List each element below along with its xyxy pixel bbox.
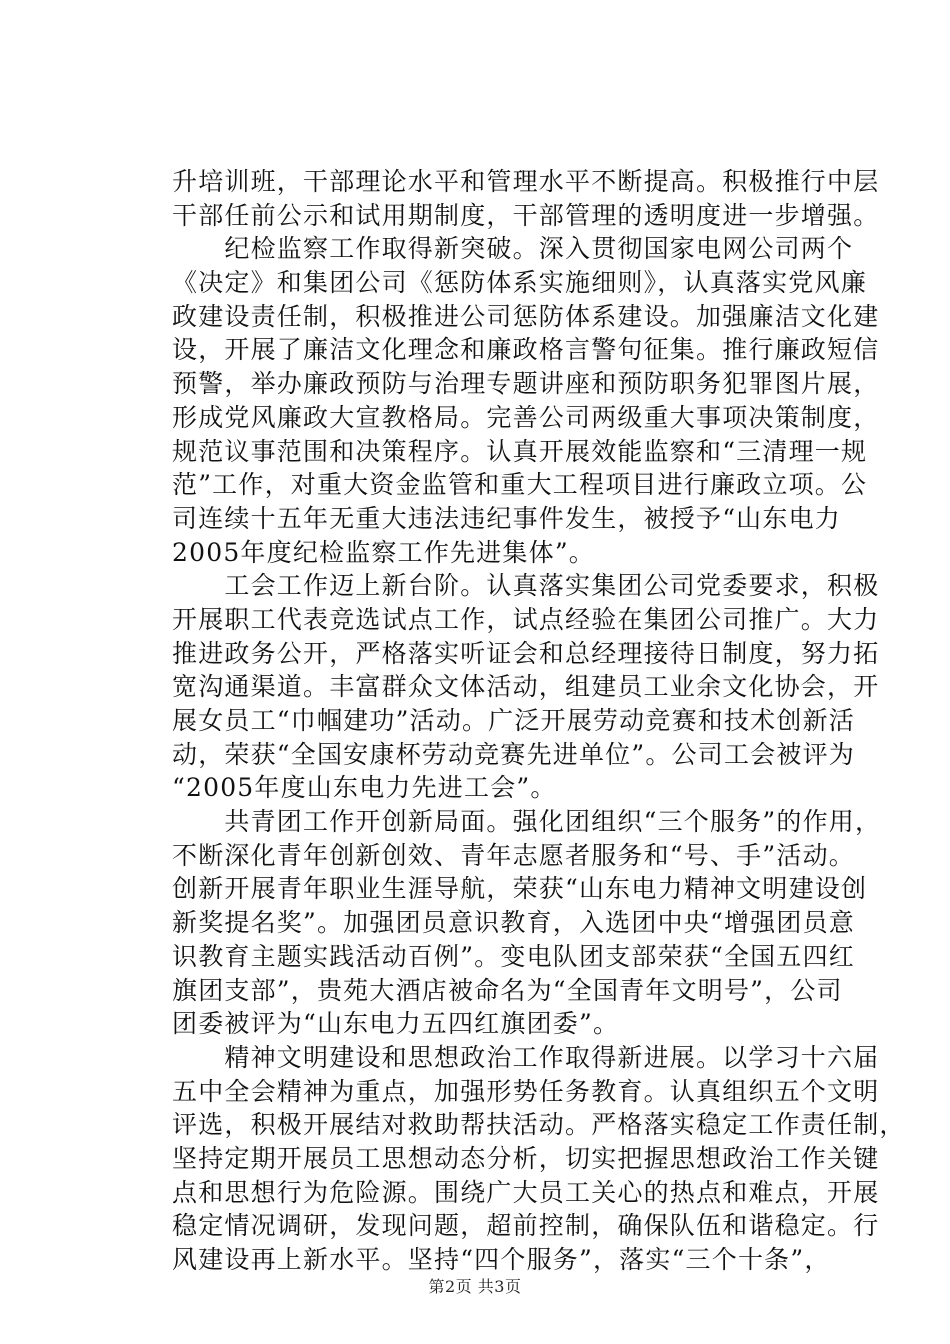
text-line: 宽沟通渠道。丰富群众文体活动，组建员工业余文化协会，开 [172, 672, 880, 702]
body-text [172, 165, 906, 1277]
text-line: 坚持定期开展员工思想动态分析，切实把握思想政治工作关键 [172, 1143, 880, 1173]
text-line: 预警，举办廉政预防与治理专题讲座和预防职务犯罪图片展， [172, 369, 880, 399]
text-line: 展女员工“巾帼建功”活动。广泛开展劳动竞赛和技术创新活 [172, 706, 855, 735]
text-line: 团委被评为“山东电力五四红旗团委”。 [172, 1009, 620, 1039]
text-line: 开展职工代表竞选试点工作，试点经验在集团公司推广。大力 [172, 604, 880, 634]
page-number-footer: 第2页 共3页 [428, 1277, 522, 1296]
text-line: 设，开展了廉洁文化理念和廉政格言警句征集。推行廉政短信 [172, 335, 880, 365]
text-line: 纪检监察工作取得新突破。深入贯彻国家电网公司两个 [172, 234, 854, 264]
text-line: 旗团支部”，贵苑大酒店被命名为“全国青年文明号”，公司 [172, 975, 843, 1005]
text-line: 司连续十五年无重大违法违纪事件发生，被授予“山东电力 [172, 503, 841, 533]
text-line: 规范议事范围和决策程序。认真开展效能监察和“三清理一规 [172, 436, 868, 466]
text-line: 精神文明建设和思想政治工作取得新进展。以学习十六届 [172, 1042, 880, 1072]
text-line: 工会工作迈上新台阶。认真落实集团公司党委要求，积极 [172, 571, 880, 601]
text-line: 升培训班，干部理论水平和管理水平不断提高。积极推行中层 [172, 167, 880, 196]
text-line: 共青团工作开创新局面。强化团组织“三个服务”的作用， [172, 807, 882, 837]
text-line: 政建设责任制，积极推进公司惩防体系建设。加强廉洁文化建 [172, 301, 880, 331]
text-line: 风建设再上新水平。坚持“四个服务”，落实“三个十条”， [172, 1245, 831, 1274]
text-line: 不断深化青年创新创效、青年志愿者服务和“号、手”活动。 [172, 840, 855, 870]
text-line: 点和思想行为危险源。围绕广大员工关心的热点和难点，开展 [172, 1177, 880, 1207]
text-line: 识教育主题实践活动百例”。变电队团支部荣获“全国五四红 [172, 941, 855, 971]
text-line: 评选，积极开展结对救助帮扶活动。严格落实稳定工作责任制， [172, 1110, 906, 1140]
text-line: 《决定》和集团公司《惩防体系实施细则》，认真落实党风廉 [172, 268, 867, 298]
text-line: 2005年度纪检监察工作先进集体”。 [172, 537, 596, 567]
text-line: 新奖提名奖”。加强团员意识教育，入选团中央“增强团员意 [172, 908, 855, 938]
text-line: 稳定情况调研，发现问题，超前控制，确保队伍和谐稳定。行 [172, 1211, 880, 1241]
text-line: 干部任前公示和试用期制度，干部管理的透明度进一步增强。 [172, 200, 880, 230]
text-line: 创新开展青年职业生涯导航，荣获“山东电力精神文明建设创 [172, 874, 868, 904]
text-line: “2005年度山东电力先进工会”。 [172, 773, 557, 803]
text-line: 五中全会精神为重点，加强形势任务教育。认真组织五个文明 [172, 1076, 880, 1106]
text-line: 推进政务公开，严格落实听证会和总经理接待日制度，努力拓 [172, 638, 880, 668]
text-line: 动，荣获“全国安康杯劳动竞赛先进单位”。公司工会被评为 [172, 739, 855, 769]
text-line: 形成党风廉政大宣教格局。完善公司两级重大事项决策制度， [172, 402, 880, 432]
text-line: 范”工作，对重大资金监管和重大工程项目进行廉政立项。公 [172, 470, 868, 500]
